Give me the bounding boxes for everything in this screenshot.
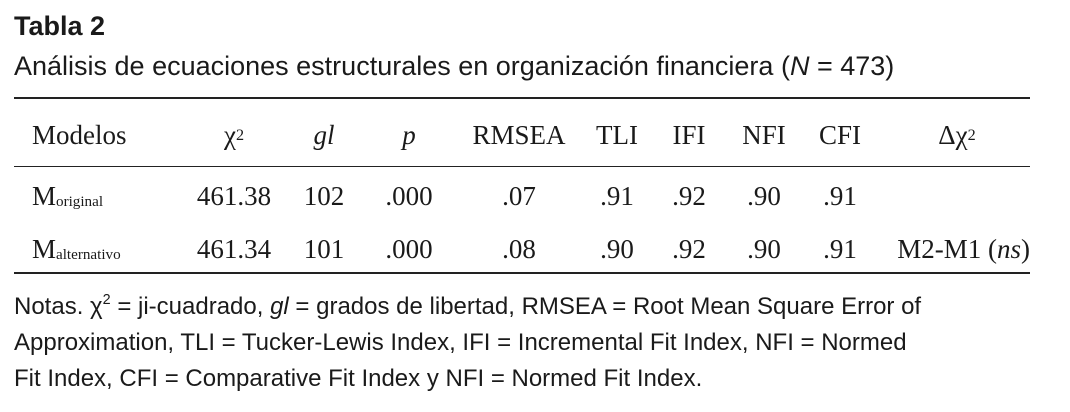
row-gl-value: 102 [303,180,345,211]
row-cfi-value: .91 [823,233,857,264]
notes-line-3: Fit Index, CFI = Comparative Fit Index y NFI = Normed Fit Index. [14,365,703,392]
row-rmsea-value: .07 [502,180,536,211]
row-gl-value: 101 [303,233,345,264]
table-title: Tabla 2 [14,11,106,41]
header-cfi: CFI [818,119,862,150]
table-header-rule [14,166,1030,167]
header-ifi: IFI [672,119,706,150]
table-subtitle [14,49,894,83]
row-delta-value: M2-M1 ( ns ) [897,233,1030,264]
row-p-value: .000 [385,233,433,264]
row-model-name: M original [32,180,104,211]
row-cfi-value: .91 [823,180,857,211]
row-chi-value: 461.34 [196,233,272,264]
row-rmsea-value: .08 [502,233,536,264]
row-delta-value [884,171,1030,221]
table-header-row [14,107,1030,163]
header-chi-square: χ 2 [223,119,245,150]
row-ifi-value: .92 [672,180,706,211]
header-gl: gl [313,119,335,150]
row-tli-value: .91 [600,180,634,211]
row-nfi-value: .90 [747,233,781,264]
row-nfi-value: .90 [747,180,781,211]
row-chi-value: 461.38 [196,180,272,211]
header-rmsea: RMSEA [472,119,566,150]
row-model-name: M alternativo [32,233,121,264]
header-delta-chi-square: Δχ 2 [938,119,976,150]
subtitle-n-symbol: N [789,51,810,81]
subtitle-n-value: = 473) [809,51,895,81]
table-row [14,224,1030,274]
table-row [14,171,1030,221]
header-tli: TLI [596,119,638,150]
notes-line-2: Approximation, TLI = Tucker-Lewis Index, IFI = Incremental Fit Index, NFI = Normed [14,329,907,356]
table-top-rule [14,97,1030,99]
header-models: Modelos [32,119,127,150]
subtitle-text: Análisis de ecuaciones estructurales en organización financiera ( [14,51,790,81]
row-ifi-value: .92 [672,233,706,264]
notes-line-1: Notas. $\chi^2$ = ji-cuadrado, gl = grados de libertad, RMSEA = Root Mean Square Error of [14,291,922,320]
row-p-value: .000 [385,180,433,211]
row-tli-value: .90 [600,233,634,264]
header-p: p [402,119,416,150]
table-notes [14,289,1054,397]
header-nfi: NFI [742,119,786,150]
